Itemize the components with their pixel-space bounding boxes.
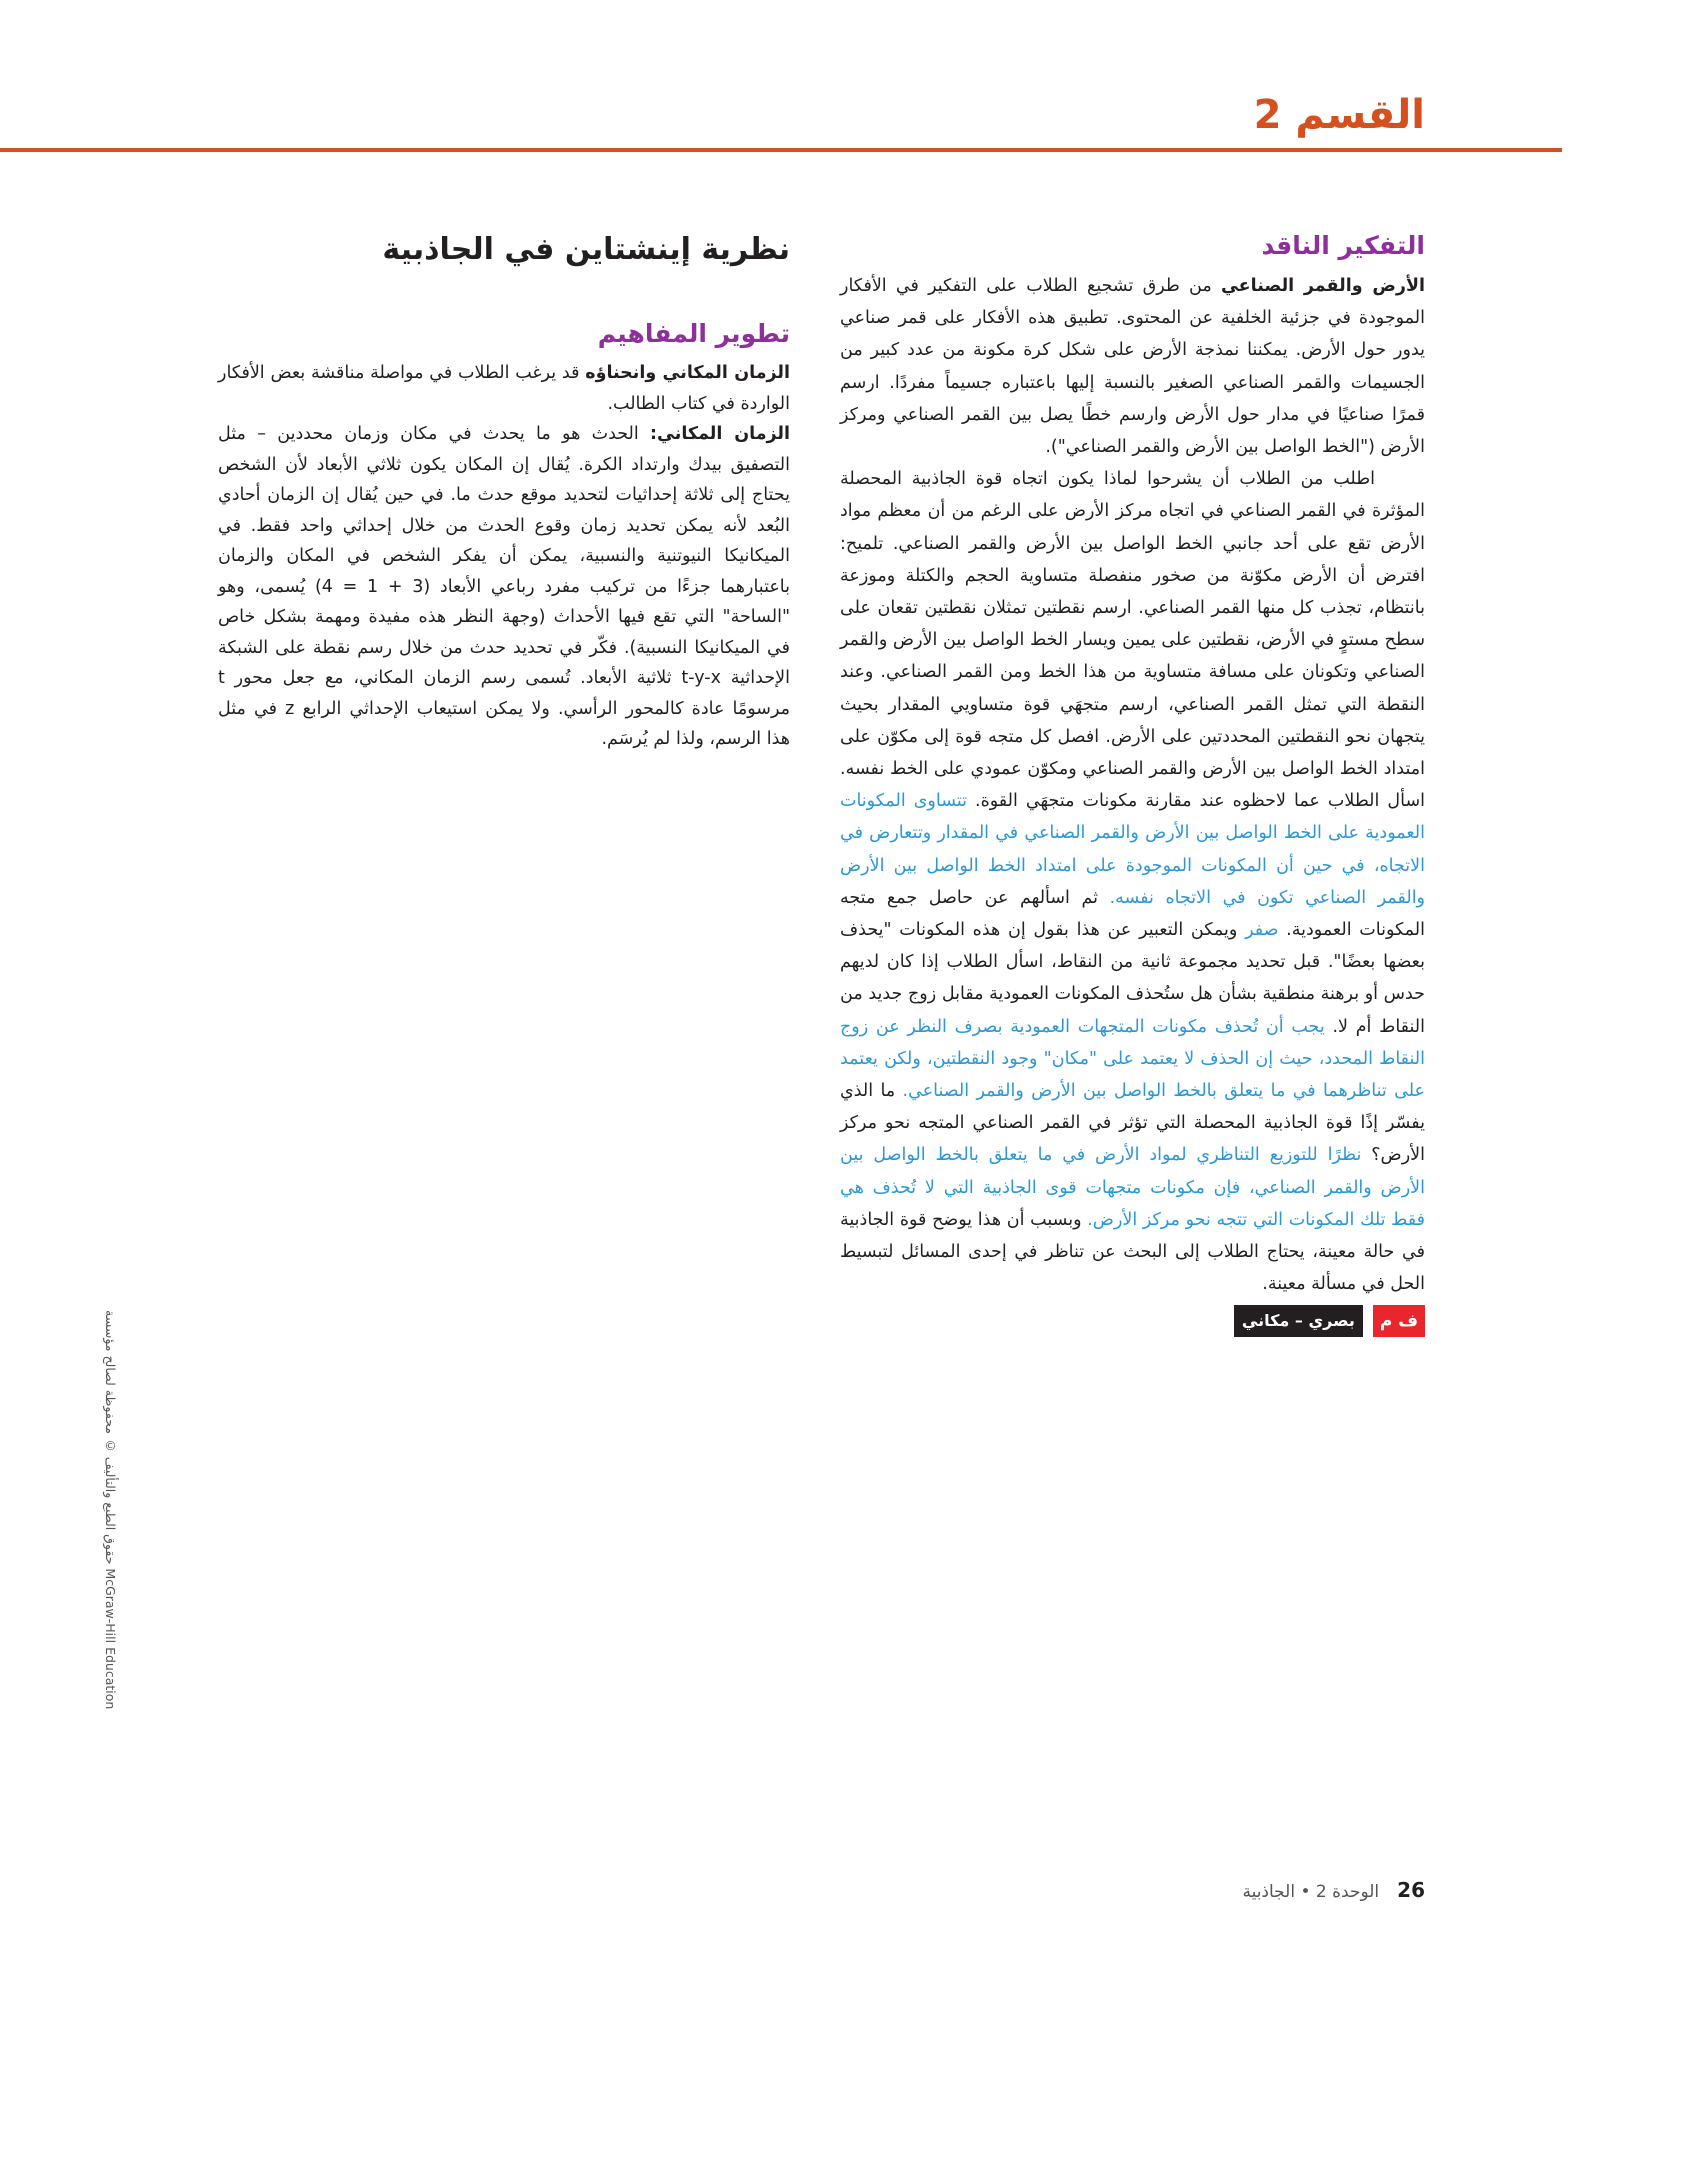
- paragraph-text: ما الذي يفسّر إذًا قوة الجاذبية المحصلة التي تؤثر في القمر الصناعي المتجه نحو مركز الأرض؟: [840, 1081, 1425, 1166]
- badge-code: ف م: [1373, 1305, 1425, 1337]
- answer-text: يجب أن تُحذف مكونات المتجهات العمودية بصرف النظر عن زوج النقاط المحدد، حيث إن الحذف لا يعتمد على "مكان" وجود النقطتين، ولكن يعتمد على تناظرهما في ما يتعلق بالخط الواصل بين الأرض والقمر الصناعي.: [840, 1016, 1425, 1102]
- copyright-notice: حقوق الطبع والتأليف © محفوظة لصالح مؤسسة McGraw-Hill Education: [103, 1310, 118, 1710]
- critical-thinking-column: [840, 226, 1425, 1337]
- earth-satellite-paragraph: [840, 270, 1425, 463]
- spacetime-paragraph: [218, 419, 790, 755]
- paragraph-lead: الأرض والقمر الصناعي: [1220, 276, 1425, 296]
- answer-text: نظرًا للتوزيع التناظري لمواد الأرض في ما يتعلق بالخط الواصل بين الأرض والقمر الصناعي، فإن مكونات متجهات قوى الجاذبية التي لا تُحذف هي فقط تلك المكونات التي تتجه نحو مركز الأرض.: [840, 1145, 1425, 1230]
- page-number: 26: [1397, 1878, 1425, 1902]
- unit-label: الوحدة 2 • الجاذبية: [1242, 1882, 1380, 1902]
- article-title: نظرية إينشتاين في الجاذبية: [382, 232, 790, 267]
- answer-text: تتساوى المكونات العمودية على الخط الواصل بين الأرض والقمر الصناعي في المقدار وتتعارض في الاتجاه، في حين أن المكونات الموجودة على امتداد الخط الواصل بين الأرض والقمر الصناعي تكون في الاتجاه نفسه.: [840, 791, 1426, 908]
- badge-label: بصري – مكاني: [1234, 1305, 1363, 1337]
- paragraph-text: من طرق تشجيع الطلاب على التفكير في الأفكار الموجودة في جزئية الخلفية عن المحتوى. تطبيق هذه الأفكار على قمر صناعي يدور حول الأرض. يمكننا نمذجة الأرض على شكل كرة مكونة من عدد كبير من الجسيمات والقمر الصناعي الصغير بالنسبة إليها باعتباره جسيماً مفردًا. ارسم قمرًا صناعيًا في مدار حول الأرض وارسم خطًا يصل بين القمر الصناعي ومركز الأرض ("الخط الواصل بين الأرض والقمر الصناعي").: [840, 276, 1425, 458]
- header-divider: [0, 148, 1562, 152]
- page-footer: [1242, 1878, 1425, 1902]
- answer-text: صفر: [1245, 920, 1279, 941]
- paragraph-text: الحدث هو ما يحدث في مكان وزمان محددين – مثل التصفيق بيدك وارتداد الكرة. يُقال إن المكان يكون ثلاثي الأبعاد لأن الشخص يحتاج إلى ثلاثة إحداثيات لتحديد موقع حدث ما. في حين يُقال إن الزمان أحادي البُعد لأنه يمكن تحديد زمان وقوع الحدث من خلال إحداثي واحد فقط. في الميكانيكا النيوتنية والنسبية، يمكن أن يفكر الشخص في المكان والزمان باعتبارهما جزءًا من تركيب مفرد رباعي الأبعاد (3 + 1 = 4) يُسمى، وهو "الساحة" التي تقع فيها الأحداث (وجهة النظر هذه مفيدة ومهمة بشكل خاص في الميكانيكا النسبية). فكّر في تحديد حدث من خلال رسم نقطة على الشبكة الإحداثية t-y-x ثلاثية الأبعاد. تُسمى رسم الزمان المكاني، مع جعل محور t مرسومًا عادة كالمحور الرأسي. ولا يمكن استيعاب الإحداثي الرابع z في مثل هذا الرسم، ولذا لم يُرسَم.: [218, 424, 791, 749]
- section-title: القسم 2: [1253, 92, 1425, 138]
- spacetime-curvature-paragraph: [218, 358, 790, 419]
- paragraph-lead: الزمان المكاني:: [650, 424, 790, 444]
- concept-development-heading: تطوير المفاهيم: [597, 319, 790, 348]
- learning-style-badge: [840, 1305, 1425, 1337]
- paragraph-text: وبسبب أن هذا يوضح قوة الجاذبية في حالة معينة، يحتاج الطلاب إلى البحث عن تناظر في إحدى المسائل لتبسيط الحل في مسألة معينة.: [840, 1209, 1425, 1295]
- concept-development-column: [218, 228, 790, 755]
- paragraph-lead: الزمان المكاني وانحناؤه: [585, 363, 791, 383]
- activity-paragraph: [840, 463, 1425, 1300]
- paragraph-text: ويمكن التعبير عن هذا بقول إن هذه المكونات "يحذف بعضها بعضًا". قبل تحديد مجموعة ثانية من النقاط، اسأل الطلاب إذا كان لديهم حدس أو برهنة منطقية بشأن هل ستُحذف المكونات العمودية مقابل زوج جديد من النقاط أم لا.: [840, 920, 1425, 1037]
- paragraph-text: قد يرغب الطلاب في مواصلة مناقشة بعض الأفكار الواردة في كتاب الطالب.: [218, 363, 790, 414]
- paragraph-text: ثم اسألهم عن حاصل جمع متجه المكونات العمودية.: [840, 887, 1425, 941]
- paragraph-text: اطلب من الطلاب أن يشرحوا لماذا يكون اتجاه قوة الجاذبية المحصلة المؤثرة في القمر الصناعي في اتجاه مركز الأرض على الرغم من أن معظم مواد الأرض تقع على أحد جانبي الخط الواصل بين الأرض والقمر الصناعي. تلميح: افترض أن الأرض مكوّنة من صخور منفصلة متساوية الحجم والكتلة وموزعة بانتظام، تجذب كل منها القمر الصناعي. ارسم نقطتين تمثلان نقطتين تقعان على سطح مستوٍ في الأرض، نقطتين على يمين ويسار الخط الواصل بين الأرض والقمر الصناعي وتكونان على مسافة متساوية من هذا الخط ومن القمر الصناعي. وعند النقطة التي تمثل القمر الصناعي، ارسم متجهَي قوة متساويي المقدار بحيث يتجهان نحو النقطتين المحددتين على الأرض. افصل كل متجه قوة إلى مكوّن على امتداد الخط الواصل بين الأرض والقمر الصناعي ومكوّن عمودي على الخط نفسه. اسأل الطلاب عما لاحظوه عند مقارنة مكونات متجهَي القوة.: [840, 469, 1425, 812]
- critical-thinking-heading: التفكير الناقد: [1261, 231, 1425, 260]
